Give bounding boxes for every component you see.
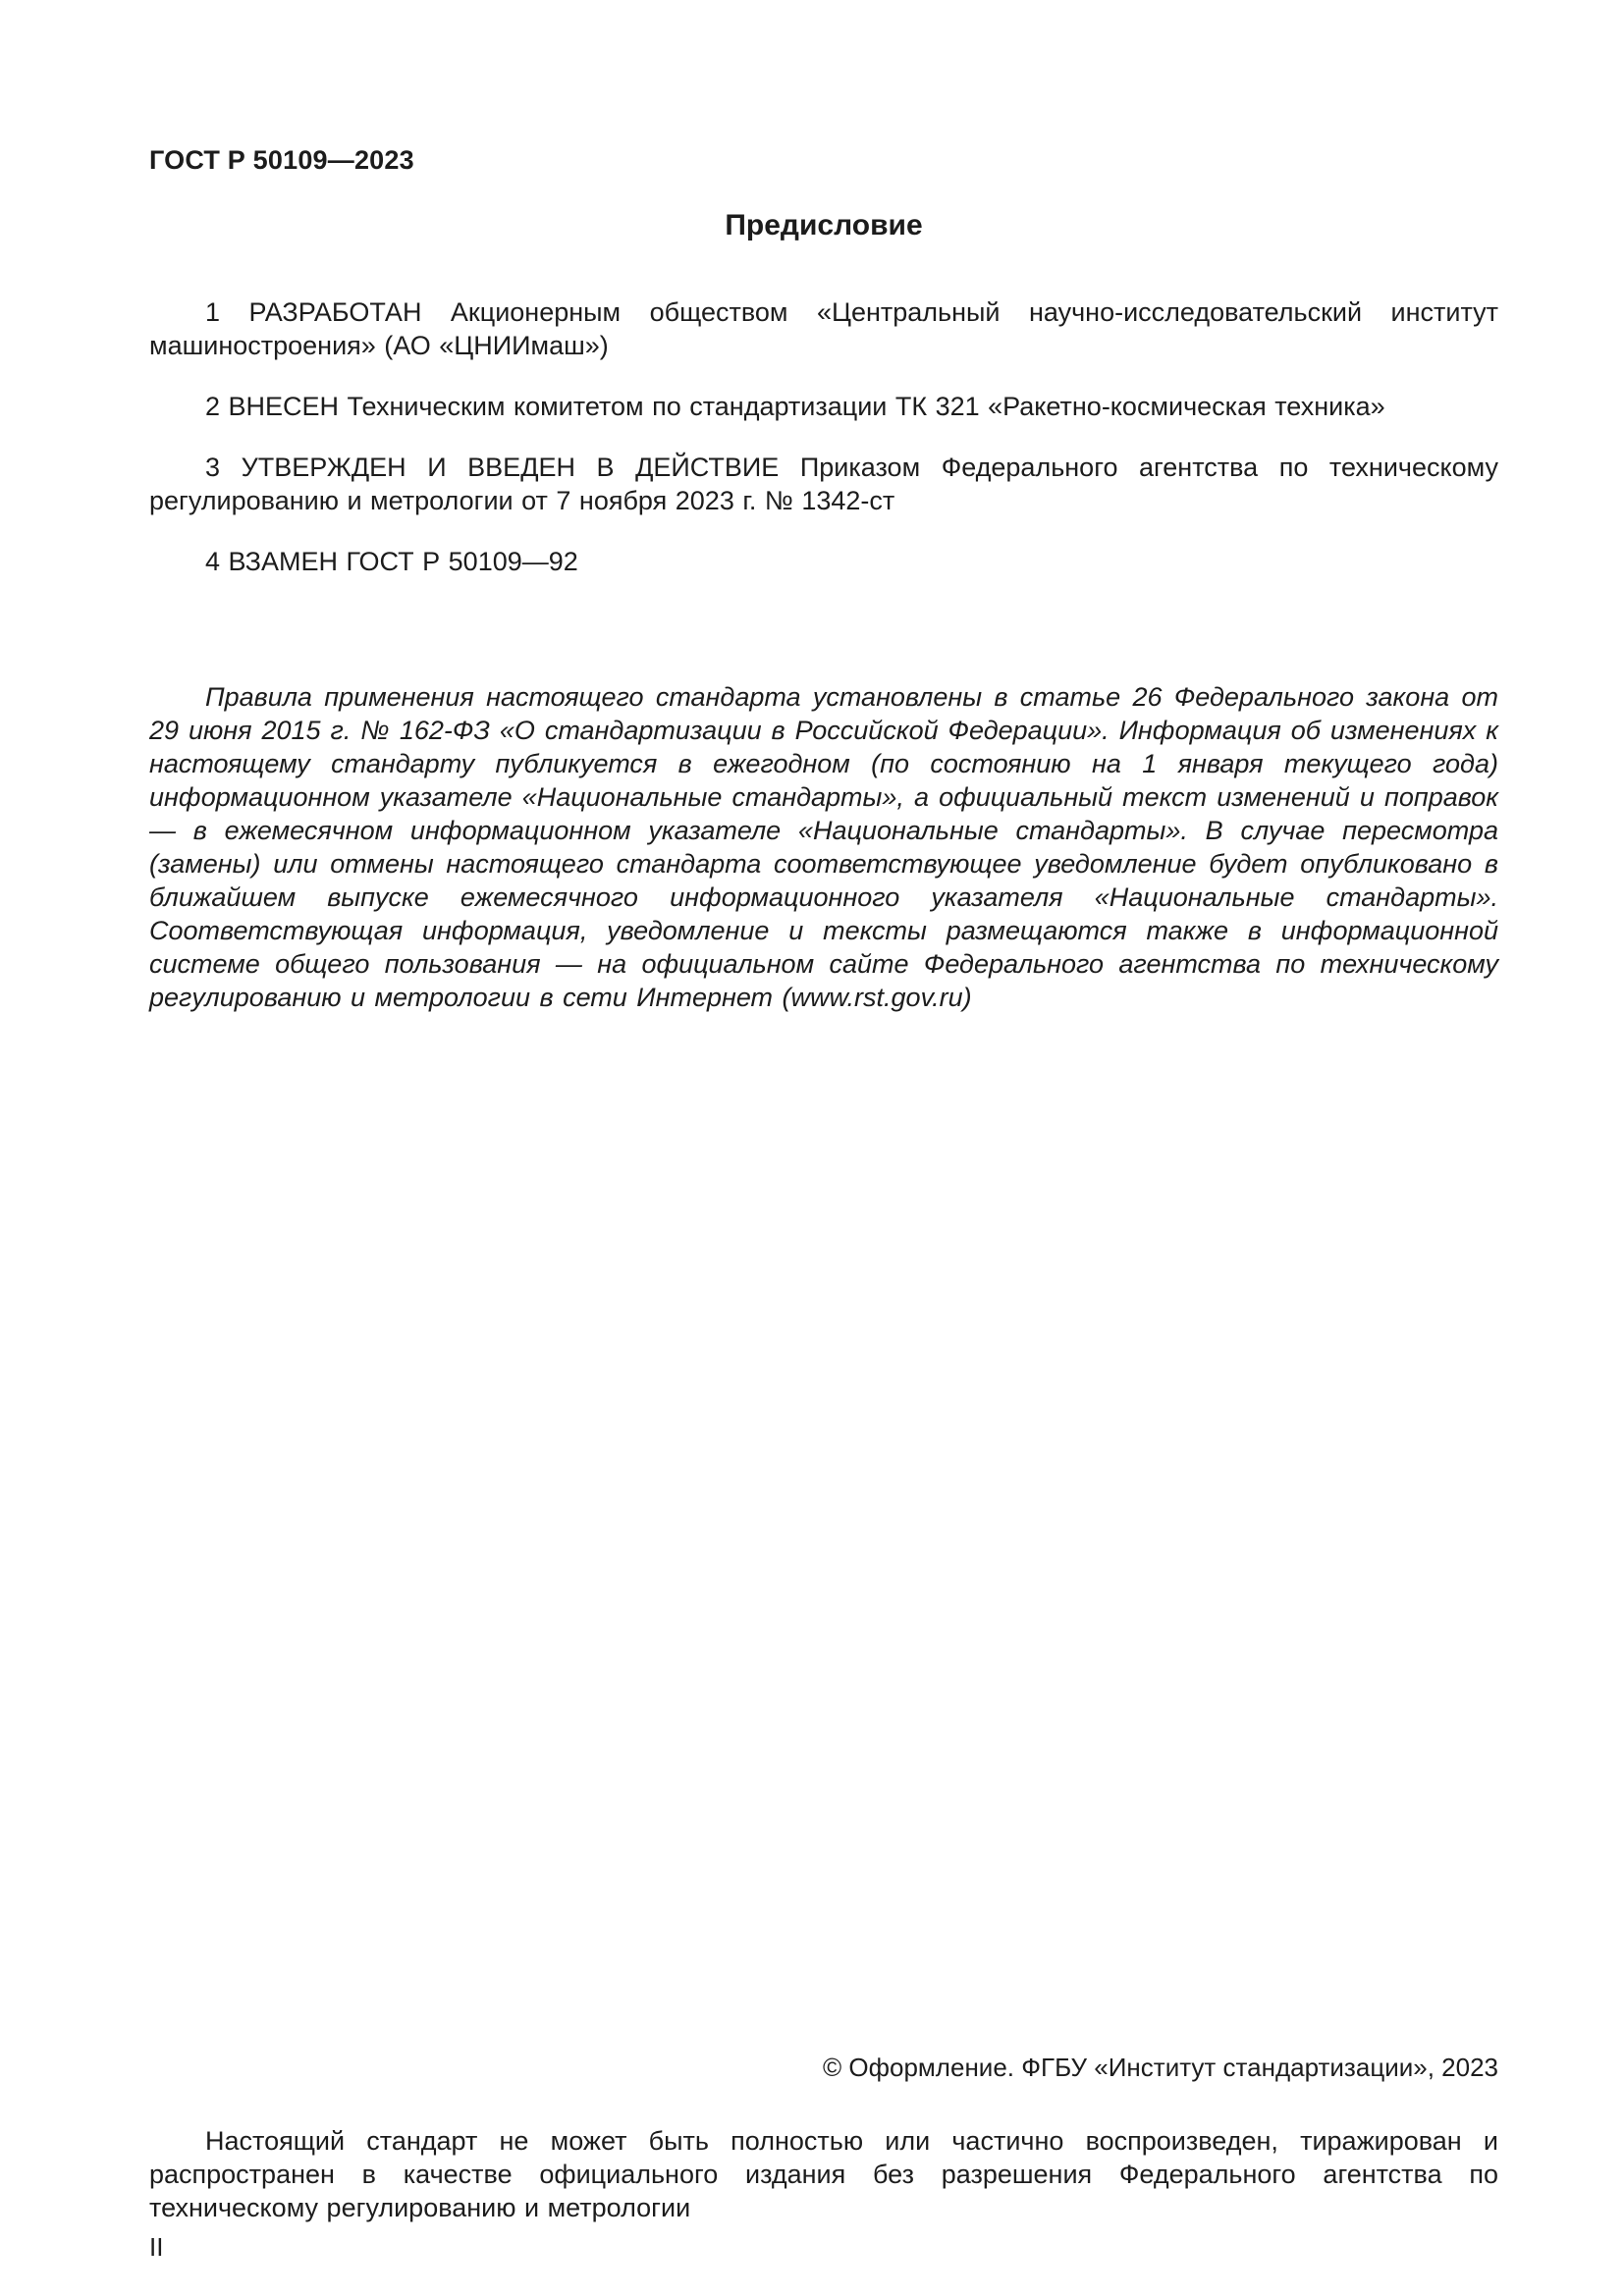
- copyright-line: © Оформление. ФГБУ «Институт стандартизации», 2023: [823, 2053, 1498, 2082]
- distribution-restriction: Настоящий стандарт не может быть полностью или частично воспроизведен, тиражирован и распространен в качестве официального издания без разрешения Федерального агентства по техническому регулированию и метрологии: [149, 2126, 1498, 2222]
- foreword-item-3: 3 УТВЕРЖДЕН И ВВЕДЕН В ДЕЙСТВИЕ Приказом Федерального агентства по техническому регулированию и метрологии от 7 ноября 2023 г. № 1342-ст: [149, 453, 1498, 515]
- page-number: II: [149, 2232, 164, 2262]
- legal-notice: Правила применения настоящего стандарта установлены в статье 26 Федерального закона от 29 июня 2015 г. № 162-ФЗ «О стандартизации в Российской Федерации». Информация об изменениях к настоящему стандарту публикуется в ежегодном (по состоянию на 1 января текущего года) информационном указателе «Национальные стандарты», а официальный текст изменений и поправок — в ежемесячном информационном указателе «Национальные стандарты». В случае пересмотра (замены) или отмены настоящего стандарта соответствующее уведомление будет опубликовано в ближайшем выпуске ежемесячного информационного указателя «Национальные стандарты». Соответствующая информация, уведомление и тексты размещаются также в информационной системе общего пользования — на официальном сайте Федерального агентства по техническому регулированию и метрологии в сети Интернет (www.rst.gov.ru): [149, 682, 1498, 1012]
- foreword-item-2: 2 ВНЕСЕН Техническим комитетом по стандартизации ТК 321 «Ракетно-космическая техника»: [205, 392, 1385, 421]
- foreword-item-1: 1 РАЗРАБОТАН Акционерным обществом «Центральный научно-исследовательский институт машиностроения» (АО «ЦНИИмаш»): [149, 297, 1498, 360]
- document-code-header: ГОСТ Р 50109—2023: [149, 145, 414, 175]
- page-title: Предисловие: [725, 209, 923, 241]
- foreword-section: [149, 268, 1498, 578]
- foreword-item-4: 4 ВЗАМЕН ГОСТ Р 50109—92: [205, 547, 578, 576]
- blank-space: [149, 1014, 1498, 2052]
